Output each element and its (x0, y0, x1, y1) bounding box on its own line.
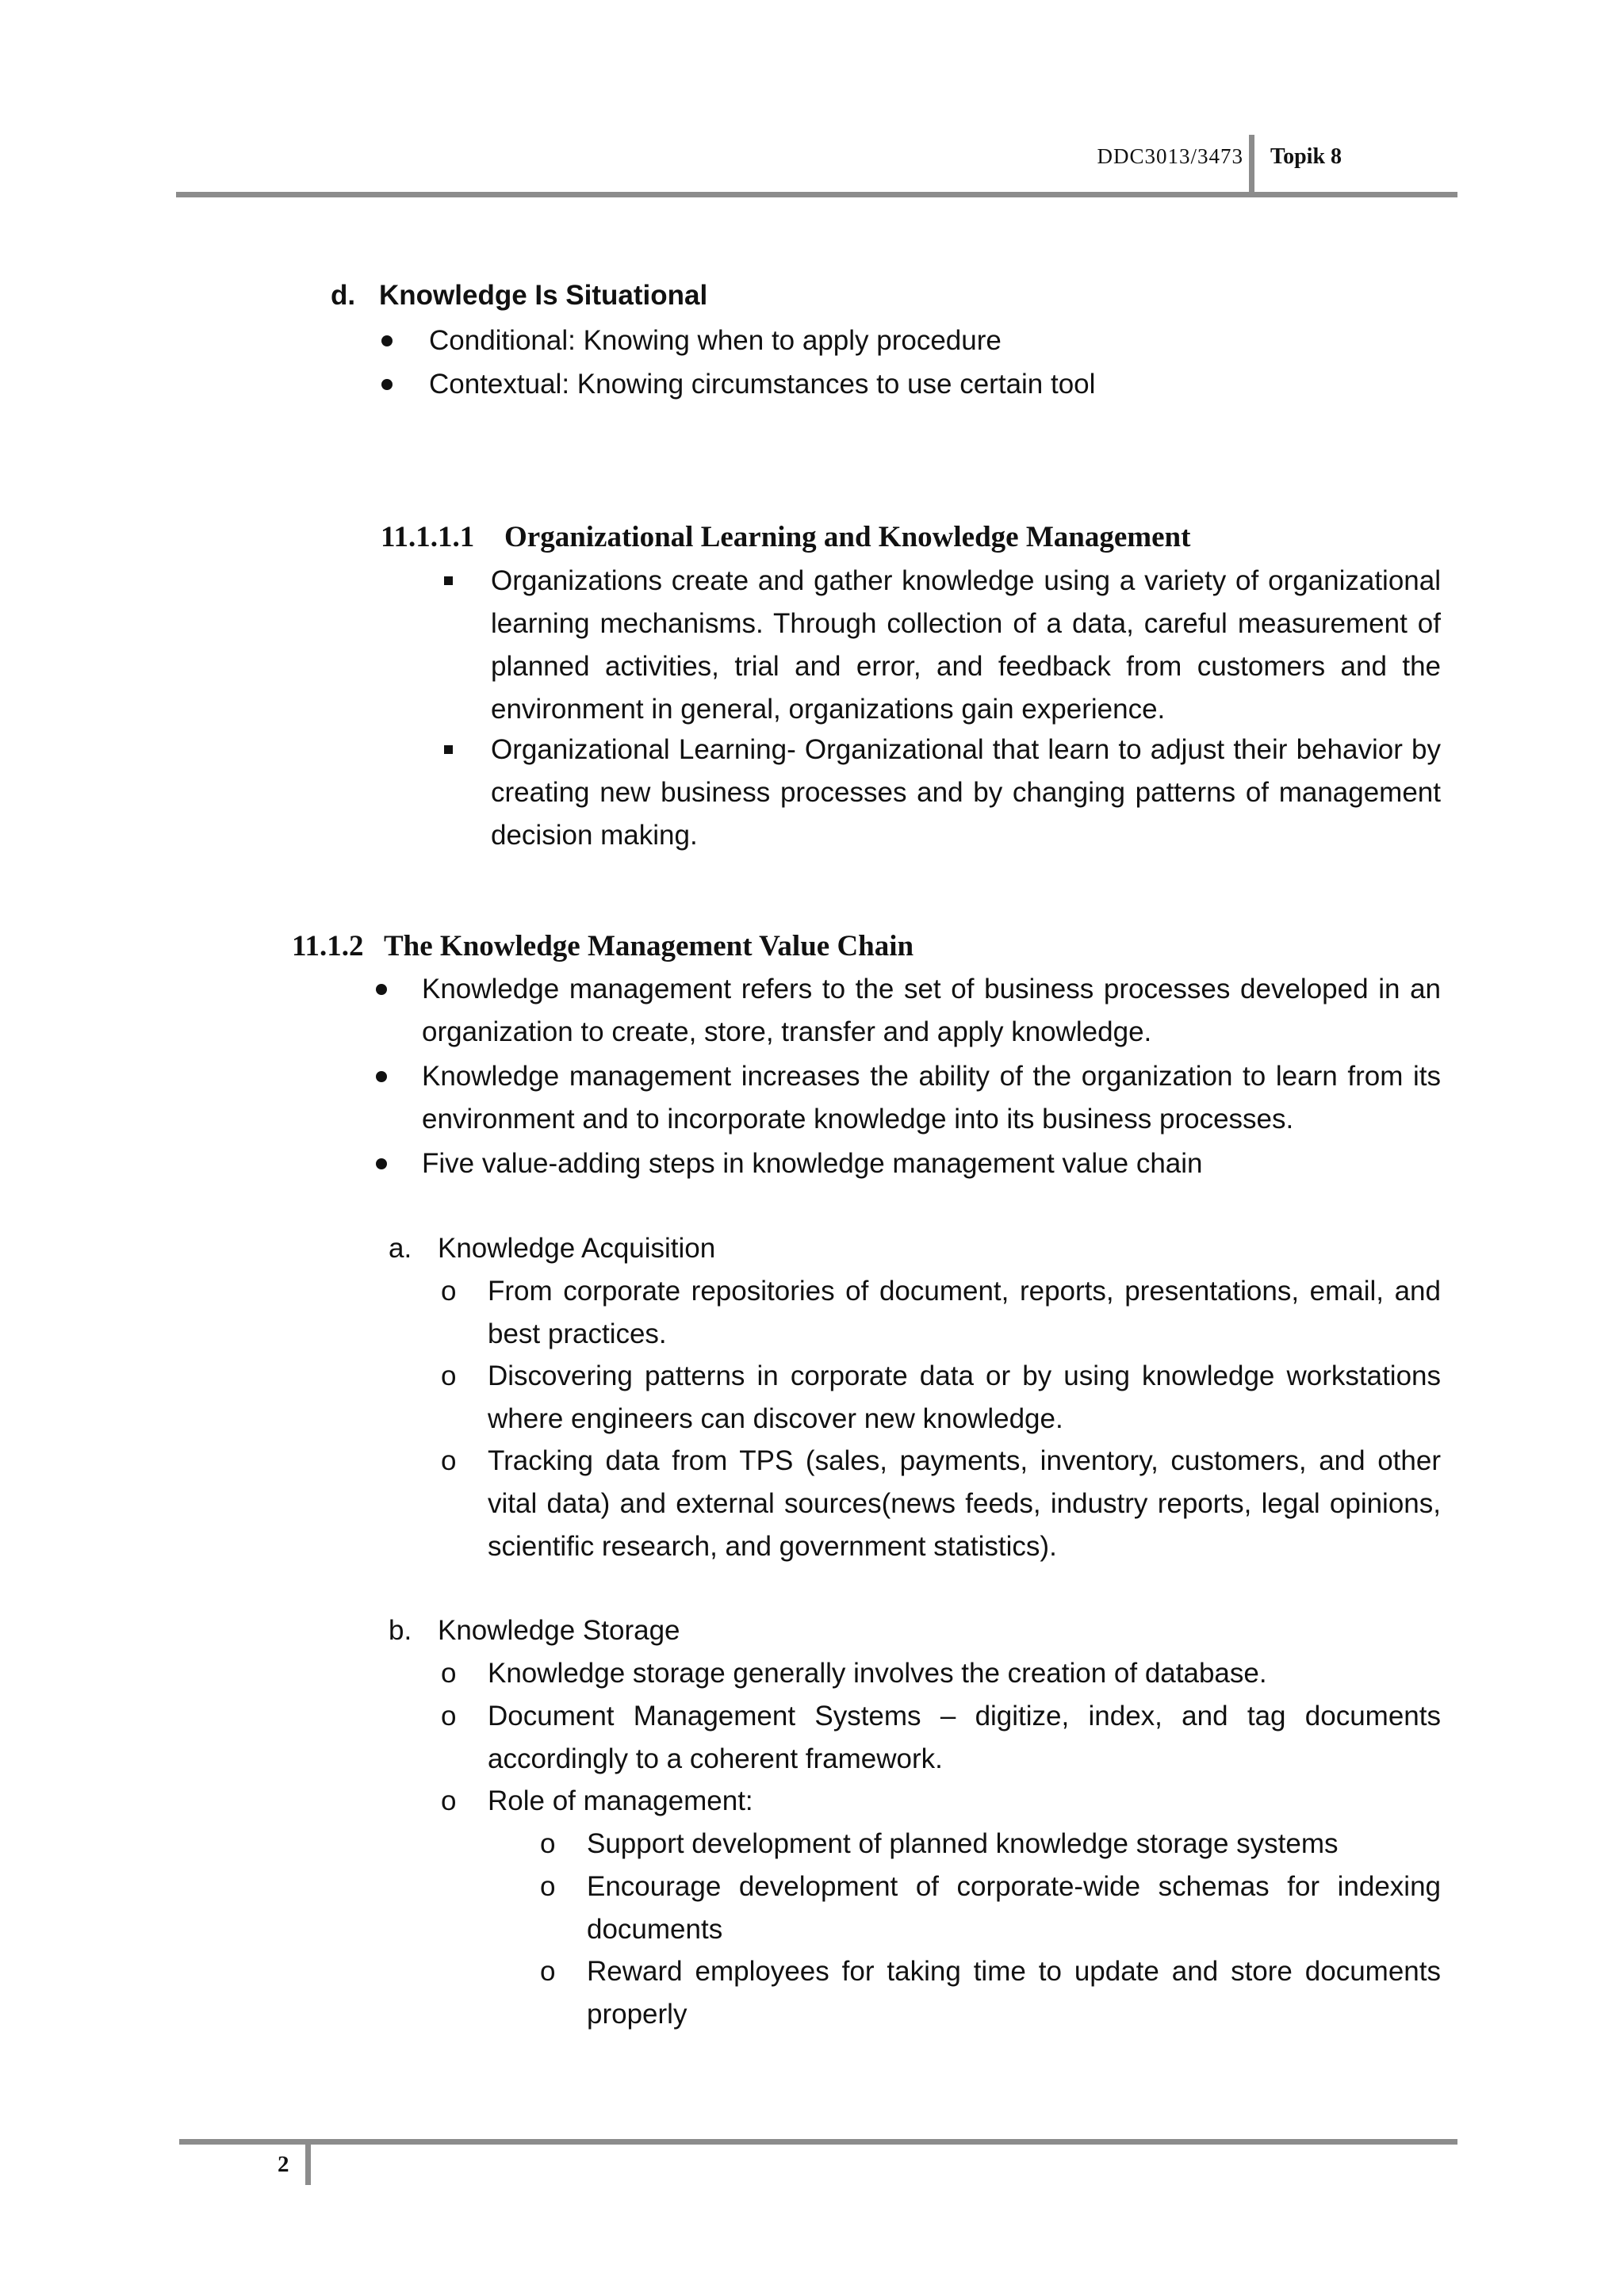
header-divider (1249, 135, 1254, 193)
management-role-2: Encourage development of corporate-wide schemas for indexing documents (587, 1871, 1441, 1945)
management-role-1: Support development of planned knowledge storage systems (587, 1828, 1339, 1859)
circle-bullet-icon: o (441, 1658, 457, 1689)
org-learning-item-1: Organizations create and gather knowledge using a variety of organizational learning mechanisms. Through collection of a data, careful measurement of planned activities, trial and error, and feedback from customers and the environment in general, organizations gain experience. (491, 565, 1441, 725)
square-bullet-icon (444, 745, 453, 754)
section-11-1-2-number: 11.1.2 (292, 930, 364, 962)
management-role-3: Reward employees for taking time to update and store documents properly (587, 1956, 1441, 2030)
acquisition-item-3: Tracking data from TPS (sales, payments, inventory, customers, and other vital data) and external sources(news feeds, industry reports, legal opinions, scientific research, and government statistics). (488, 1445, 1441, 1562)
circle-bullet-icon: o (441, 1276, 457, 1307)
page-number: 2 (278, 2152, 289, 2177)
circle-bullet-icon: o (441, 1701, 457, 1732)
circle-bullet-icon: o (441, 1785, 457, 1816)
section-d-bullet-2: Contextual: Knowing circumstances to use certain tool (429, 369, 1096, 400)
bullet-icon (376, 1158, 387, 1169)
storage-title: Knowledge Storage (438, 1615, 680, 1646)
header-rule (176, 192, 1457, 197)
topic-label: Topik 8 (1270, 144, 1342, 169)
square-bullet-icon (444, 576, 453, 585)
storage-item-3: Role of management: (488, 1785, 753, 1816)
circle-bullet-icon: o (441, 1360, 457, 1391)
acquisition-item-1: From corporate repositories of document, reports, presentations, email, and best practices. (488, 1276, 1441, 1349)
circle-bullet-icon: o (540, 1828, 556, 1859)
section-11-1-1-1-number: 11.1.1.1 (381, 521, 475, 553)
course-code: DDC3013/3473 (1097, 144, 1243, 168)
section-11-1-1-1-title: Organizational Learning and Knowledge Management (504, 521, 1191, 553)
storage-item-2: Document Management Systems – digitize, index, and tag documents accordingly to a coherent framework. (488, 1701, 1441, 1774)
bullet-icon (376, 984, 387, 995)
value-chain-bullet-3: Five value-adding steps in knowledge management value chain (422, 1148, 1203, 1179)
bullet-icon (381, 379, 393, 390)
acquisition-item-2: Discovering patterns in corporate data or by using knowledge workstations where engineers can discover new knowledge. (488, 1360, 1441, 1434)
circle-bullet-icon: o (540, 1956, 556, 1987)
section-d-title: Knowledge Is Situational (379, 280, 708, 311)
value-chain-bullet-2: Knowledge management increases the ability of the organization to learn from its environment and to incorporate knowledge into its business processes. (422, 1061, 1441, 1135)
footer-rule (179, 2139, 1457, 2145)
value-chain-bullet-1: Knowledge management refers to the set of business processes developed in an organization to create, store, transfer and apply knowledge. (422, 974, 1441, 1047)
section-d-bullet-1: Conditional: Knowing when to apply procedure (429, 325, 1002, 356)
storage-item-1: Knowledge storage generally involves the creation of database. (488, 1658, 1267, 1689)
section-d-marker: d. (331, 280, 356, 311)
bullet-icon (381, 335, 393, 346)
circle-bullet-icon: o (540, 1871, 556, 1902)
circle-bullet-icon: o (441, 1445, 457, 1476)
storage-marker: b. (389, 1615, 412, 1646)
section-11-1-2-title: The Knowledge Management Value Chain (384, 930, 914, 962)
org-learning-item-2: Organizational Learning- Organizational that learn to adjust their behavior by creating new business processes and by changing patterns of management decision making. (491, 734, 1441, 851)
bullet-icon (376, 1071, 387, 1082)
acquisition-title: Knowledge Acquisition (438, 1233, 716, 1264)
footer-divider (305, 2139, 311, 2185)
acquisition-marker: a. (389, 1233, 412, 1264)
